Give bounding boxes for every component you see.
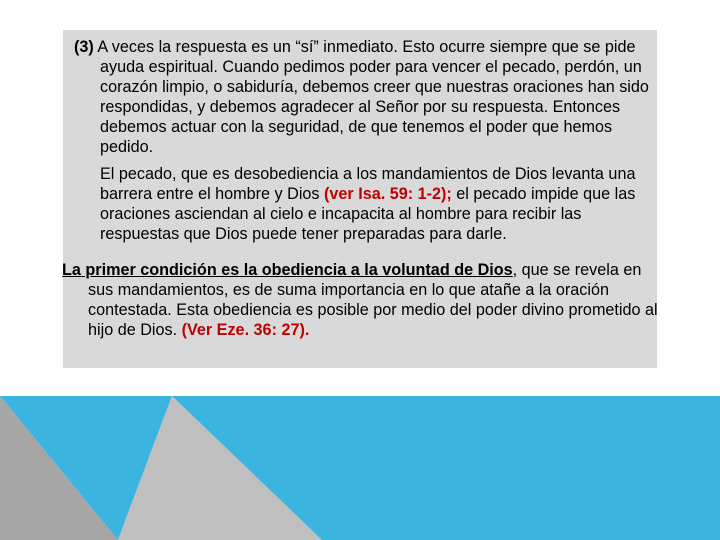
paragraph-first-condition (62, 260, 664, 340)
scripture-reference: (Ver Eze. 36: 27). (181, 321, 310, 340)
paragraph-text: A veces la respuesta es un “sí” inmediato. Esto ocurre siempre que se pide ayuda espiritual. Cuando pedimos poder para vencer el pecado, perdón, un corazón limpio, o sabiduría, debemos creer que nuestras oraciones han sido respondidas, y debemos agradecer al Señor por su respuesta. Entonces debemos actuar con la seguridad, de que tenemos el poder que hemos pedido. (93, 38, 649, 156)
paragraph-answer-yes (74, 37, 664, 157)
paragraph-text: , que se revela en sus mandamientos, es de suma importancia en lo que atañe a la oración contestada. Esta obediencia es posible por medio del poder divino prometido al hijo de Dios. (88, 261, 658, 340)
paragraph-sin-barrier (74, 164, 664, 244)
scripture-reference: (ver Isa. 59: 1-2); (324, 185, 452, 203)
emphasized-statement: La primer condición es la obediencia a la voluntad de Dios (62, 261, 513, 280)
item-number: (3) (74, 38, 94, 56)
paragraph-text: El pecado, que es desobediencia a los mandamientos de Dios levanta una barrera entre el hombre y Dios (100, 165, 636, 203)
paragraph-text: el pecado impide que las oraciones asciendan al cielo e incapacita al hombre para recibir las respuestas que Dios puede tener preparadas para darle. (100, 185, 636, 243)
slide-body-text (62, 37, 664, 356)
